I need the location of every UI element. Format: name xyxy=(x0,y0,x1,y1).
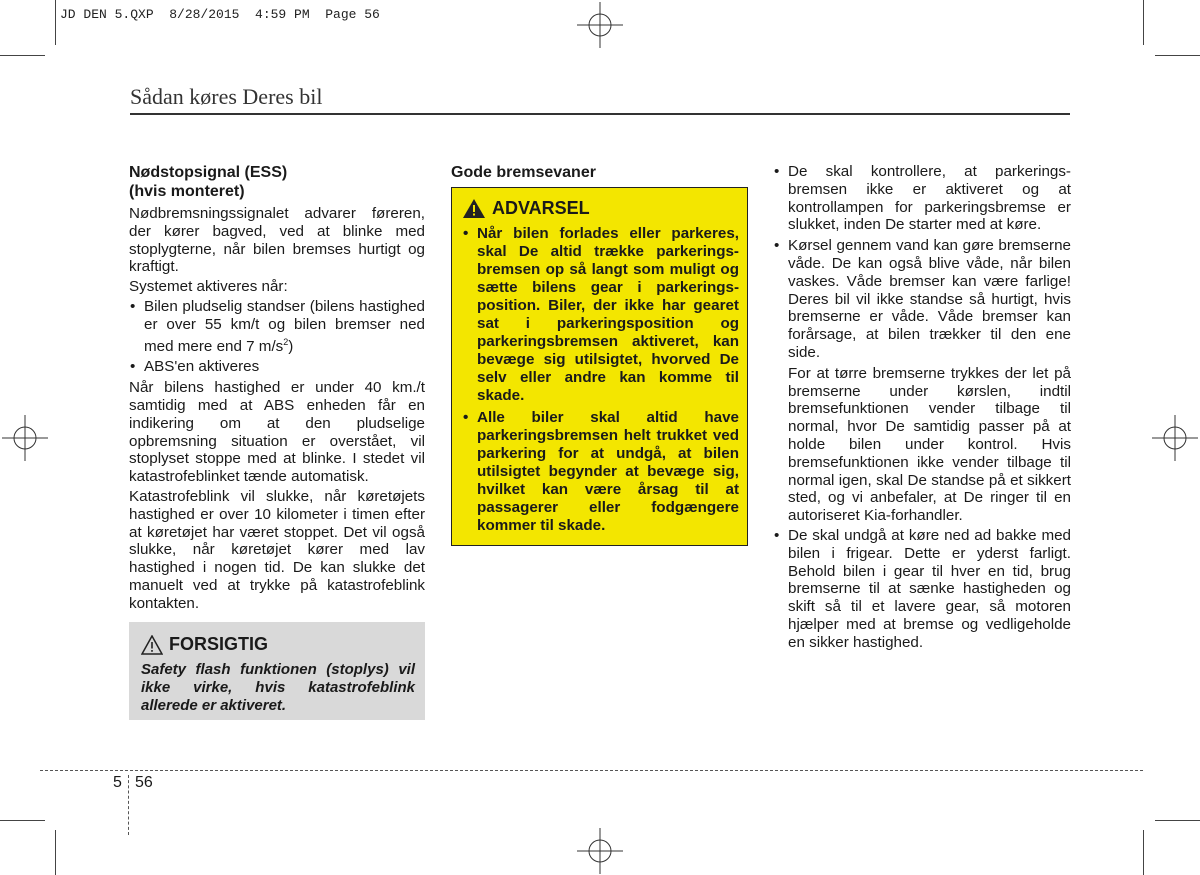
page-number: 56 xyxy=(135,774,153,791)
registration-mark-icon xyxy=(577,2,623,48)
caution-label: FORSIGTIG xyxy=(169,634,268,654)
heading-line-2: (hvis monteret) xyxy=(129,183,245,200)
column-3 xyxy=(773,163,1071,655)
footer-dashed-rule xyxy=(40,770,1143,771)
warning-triangle-icon xyxy=(462,198,486,219)
crop-mark xyxy=(1143,0,1144,45)
paragraph: Nødbremsningssignalet advarer føreren, der kører bagved, ved at blinke med stoplygterne, når bilen bremses hurtigt og kraftigt. xyxy=(129,205,425,276)
page-header-title: Sådan køres Deres bil xyxy=(130,84,323,109)
header-rule xyxy=(130,113,1070,115)
crop-mark xyxy=(0,820,45,821)
caution-title xyxy=(141,634,415,655)
registration-mark-icon xyxy=(577,828,623,874)
warning-list xyxy=(462,225,739,535)
column-2 xyxy=(451,163,748,186)
paragraph: For at tørre bremserne trykkes der let på bremserne under kørslen, indtil bremsefunktionen vender tilbage til normal, hvor De samtidig passer på at holde bilen under kontrol. Hvis bremsefunktionen ikke vender tilbage til normal igen, skal De standse på et sikkert sted, og vi anbefaler, at De ringer til en autoriseret Kia-forhandler. xyxy=(788,364,1071,525)
registration-mark-icon xyxy=(2,415,48,461)
registration-mark-icon xyxy=(1152,415,1198,461)
footer-vertical-dashed-rule xyxy=(128,775,129,835)
list-item: • De skal undgå at køre ned ad bakke med bilen i frigear. Dette er yderst farligt. Behold bilen i gear til hver en tid, brug bremserne til at sænke hastigheden og skift så til et lavere gear, så motoren hjælper med at bremse og vedligeholde en sikker hastighed. xyxy=(773,527,1071,652)
warning-label: ADVARSEL xyxy=(492,197,590,218)
list-item: • De skal kontrollere, at parkerings- bremsen ikke er aktiveret og at kontrollampen for parkeringsbremse er slukket, inden De starter med at køre. xyxy=(773,163,1071,234)
superscript: 2 xyxy=(283,336,289,347)
caution-text: Safety flash funktionen (stoplys) vil ikke virke, hvis katastrofeblink allerede er aktiveret. xyxy=(141,661,415,714)
list-item xyxy=(129,298,425,355)
heading-line-1: Nødstopsignal (ESS) xyxy=(129,164,288,181)
warning-title xyxy=(462,198,739,219)
list-item: • Kørsel gennem vand kan gøre bremserne våde. De kan også blive våde, når bilen vaskes. Våde bremser kan være farlige! Deres bil vil ikke standse så hurtigt, hvis bremserne er våde. Våde bremser kan forårsage, at bilen trækker til den ene side. xyxy=(773,237,1071,362)
crop-mark xyxy=(1143,830,1144,875)
section-number: 5 xyxy=(113,774,122,791)
list-item: • Alle biler skal altid have parkeringsbremsen helt trukket ved parkering for at undgå, at bilen utilsigtet begynder at bevæge sig, hvilket kan være årsag til at passagerer eller fodgængere kommer til skade. xyxy=(462,409,739,535)
column-1 xyxy=(129,163,425,615)
warning-box xyxy=(451,187,748,546)
list-item: • Når bilen forlades eller parkeres, skal De altid trække parkerings- bremsen op så langt som muligt og sætte bilens gear i parkerings- position. Biler, der ikke har gearet sat i parkeringsposition og parkeringsbremsen aktiveret, kan bevæge sig utilsigtet, hvorved De selv eller andre kan komme til skade. xyxy=(462,225,739,405)
caution-triangle-icon xyxy=(141,635,163,655)
crop-mark xyxy=(55,830,56,875)
section-heading: Gode bremsevaner xyxy=(451,164,596,181)
paragraph: Når bilens hastighed er under 40 km./t samtidig med at ABS enheden får en indikering om at den pludselige opbremsning situation er overstået, vil stoplyset stoppe med at blinke. I stedet vil katastrofeblinket tænde automatisk. xyxy=(129,379,425,486)
crop-mark xyxy=(55,0,56,45)
paragraph: Katastrofeblink vil slukke, når køretøjets hastighed er over 10 kilometer i timen efter at køretøjet har været stoppet. Det vil også slukke, når køretøjet kører med lav hastighed i nogen tid. De kan slukke det manuelt ved at trykke på katastrofeblink kontakten. xyxy=(129,488,425,612)
crop-mark xyxy=(1155,820,1200,821)
bullet-list xyxy=(129,298,425,376)
list-item-text: Bilen pludselig standser (bilens hastighed er over 55 km/t og bilen bremser ned med mere end 7 m/s xyxy=(144,297,425,355)
paragraph: Systemet aktiveres når: xyxy=(129,278,288,296)
list-item-text-end: ) xyxy=(288,337,294,355)
crop-mark xyxy=(1155,55,1200,56)
caution-box xyxy=(129,622,425,720)
bullet-list xyxy=(773,163,1071,362)
list-item: • ABS'en aktiveres xyxy=(129,358,425,376)
print-slug: JD DEN 5.QXP 8/28/2015 4:59 PM Page 56 xyxy=(60,7,380,22)
section-heading xyxy=(129,163,425,201)
bullet-list xyxy=(773,527,1071,652)
crop-mark xyxy=(0,55,45,56)
